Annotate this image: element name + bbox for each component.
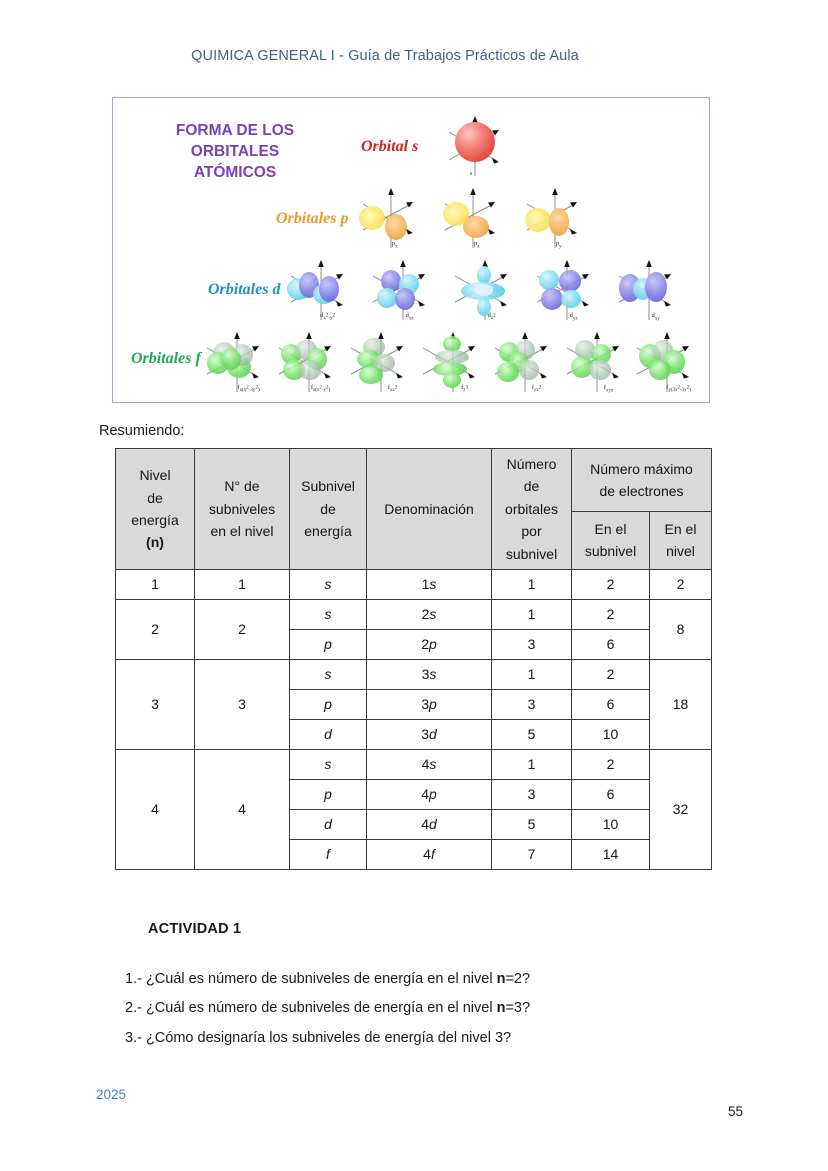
cell-denominacion: 3p [367,689,492,719]
header-denominacion: Denominación [367,449,492,570]
orbital-row-label-s: Orbital s [361,138,419,155]
orbital-sublabel-dx2y2: $d_{x^2-y^2}$ [320,311,336,321]
cell-electrones-subnivel: 2 [572,749,650,779]
orbital-f2 [273,330,345,394]
orbital-py [517,186,589,250]
cell-subnivel: p [290,779,367,809]
d-lobe [377,288,397,308]
orbital-sublabel-f2: $f_{z(x^2-y^2)}$ [310,383,331,393]
cell-orbitales: 1 [492,569,572,599]
cell-subniveles: 1 [195,569,290,599]
f-lobe [589,360,611,380]
f-lobe [443,372,461,388]
p-lobe [385,214,407,240]
orbital-sublabel-dz2: $d_{z^2}$ [487,311,496,321]
cell-orbitales: 3 [492,689,572,719]
d-lobe [561,290,581,308]
cell-denominacion: 3s [367,659,492,689]
figure-title-line-2: ORBITALES [190,142,280,160]
cell-subniveles: 4 [195,749,290,869]
cell-electrones-subnivel: 14 [572,839,650,869]
orbital-s [435,114,507,178]
cell-orbitales: 1 [492,749,572,779]
orbital-figure [112,97,710,403]
d-lobe [475,284,493,296]
cell-denominacion: 2s [367,599,492,629]
p-lobe [549,208,569,236]
summary-table [115,448,712,870]
orbital-f5 [489,330,561,394]
resumiendo-label: Resumiendo: [99,423,185,439]
table-row [116,749,712,779]
orbital-sublabel-dyz: $d_{yz}$ [569,311,578,321]
d-lobe [395,288,415,310]
cell-denominacion: 1s [367,569,492,599]
cell-nivel: 2 [116,599,195,659]
cell-subnivel: p [290,689,367,719]
orbital-dyz [529,258,601,322]
cell-orbitales: 5 [492,809,572,839]
cell-electrones-subnivel: 10 [572,719,650,749]
cell-electrones-subnivel: 6 [572,779,650,809]
cell-electrones-subnivel: 10 [572,809,650,839]
orbital-row-label-f: Orbitales f [131,350,201,367]
cell-nivel: 4 [116,749,195,869]
d-lobe [559,270,581,292]
cell-orbitales: 1 [492,659,572,689]
footer-year: 2025 [96,1087,127,1102]
d-lobe [541,288,563,310]
cell-subnivel: s [290,599,367,629]
question-2: 2.- ¿Cuál es número de subniveles de energía en el nivel n=3? [125,1000,531,1016]
orbital-f3 [345,330,417,394]
f-lobe [221,348,241,370]
cell-electrones-nivel: 2 [650,569,712,599]
p-lobe [525,208,551,232]
orbital-sublabel-f3: $f_{xz^2}$ [387,383,398,393]
cell-electrones-nivel: 18 [650,659,712,749]
orbital-f7 [631,330,703,394]
cell-orbitales: 3 [492,779,572,809]
question-1: 1.- ¿Cuál es número de subniveles de energía en el nivel n=2? [125,971,531,987]
cell-nivel: 3 [116,659,195,749]
table-header-row [116,449,712,512]
orbital-sublabel-py: $p_y$ [555,239,562,249]
page-number: 55 [728,1104,744,1119]
cell-subnivel: d [290,809,367,839]
orbital-sublabel-f5: $f_{yz^2}$ [531,383,542,393]
cell-orbitales: 3 [492,629,572,659]
cell-subniveles: 2 [195,599,290,659]
cell-subnivel: s [290,659,367,689]
figure-title-line-3: ATÓMICOS [193,163,277,181]
cell-subniveles: 3 [195,659,290,749]
figure-title-line-1: FORMA DE LOS [175,122,295,139]
orbital-sublabel-s: s [469,170,473,177]
orbital-f1 [201,330,273,394]
orbital-row-label-p: Orbitales p [276,210,349,227]
cell-subnivel: s [290,749,367,779]
cell-orbitales: 7 [492,839,572,869]
cell-denominacion: 3d [367,719,492,749]
d-lobe [319,276,339,302]
page-header: QUIMICA GENERAL I - Guía de Trabajos Prácticos de Aula [191,48,579,64]
p-lobe [359,206,385,230]
cell-denominacion: 4p [367,779,492,809]
f-lobe [649,360,671,380]
header-numero-orbitales: Número de orbitales por subnivel [492,449,572,570]
orbital-sublabel-px: $p_x$ [391,239,398,249]
header-numero-subniveles: N° de subniveles en el nivel [195,449,290,570]
orbital-sublabel-f1: $f_{x(x^2-3y^2)}$ [237,383,260,393]
cell-electrones-nivel: 8 [650,599,712,659]
orbital-px [353,186,425,250]
cell-denominacion: 4d [367,809,492,839]
d-lobe [645,272,667,302]
orbital-sublabel-f6: $f_{xyz}$ [603,383,614,393]
orbital-sublabel-f4: $f_{z^3}$ [461,383,468,393]
cell-orbitales: 1 [492,599,572,629]
f-lobe [359,366,383,384]
cell-orbitales: 5 [492,719,572,749]
d-lobe [539,270,559,290]
cell-electrones-subnivel: 6 [572,629,650,659]
actividad-title: ACTIVIDAD 1 [148,921,242,937]
table-row [116,599,712,629]
orbital-sublabel-dxy: $d_{xy}$ [651,311,660,321]
cell-subnivel: f [290,839,367,869]
f-lobe [519,360,539,380]
header-max-electrones: Número máximo de electrones [572,449,712,512]
f-lobe [299,360,321,380]
cell-electrones-nivel: 32 [650,749,712,869]
cell-subnivel: d [290,719,367,749]
cell-denominacion: 4f [367,839,492,869]
orbital-f6 [561,330,633,394]
orbital-row-label-d: Orbitales d [208,281,281,298]
orbital-pz [435,186,507,250]
orbital-sublabel-f7: $f_{y(3x^2-3y^2)}$ [666,383,691,393]
header-subnivel-energia: Subnivel de energía [290,449,367,570]
question-3: 3.- ¿Cómo designaría los subniveles de energía del nivel 3? [125,1030,512,1046]
cell-electrones-subnivel: 6 [572,689,650,719]
orbital-f4 [417,330,489,394]
orbital-sublabel-pz: $p_z$ [474,239,480,249]
s-orbital-lobe [455,122,495,162]
cell-electrones-subnivel: 2 [572,659,650,689]
cell-nivel: 1 [116,569,195,599]
cell-electrones-subnivel: 2 [572,569,650,599]
table-row [116,569,712,599]
orbital-dxy [611,258,683,322]
cell-subnivel: s [290,569,367,599]
cell-denominacion: 4s [367,749,492,779]
p-lobe [463,216,489,238]
cell-electrones-subnivel: 2 [572,599,650,629]
cell-subnivel: p [290,629,367,659]
orbital-dz2 [447,258,519,322]
orbital-dx2y2 [283,258,355,322]
header-en-el-subnivel: En el subnivel [572,512,650,570]
orbital-dxz [365,258,437,322]
cell-denominacion: 2p [367,629,492,659]
table-row [116,659,712,689]
header-nivel-energia: Nivel de energía (n) [116,449,195,570]
header-en-el-nivel: En el nivel [650,512,712,570]
figure-title [135,121,335,184]
f-lobe [497,362,519,382]
orbital-sublabel-dxz: $d_{xz}$ [405,311,414,321]
